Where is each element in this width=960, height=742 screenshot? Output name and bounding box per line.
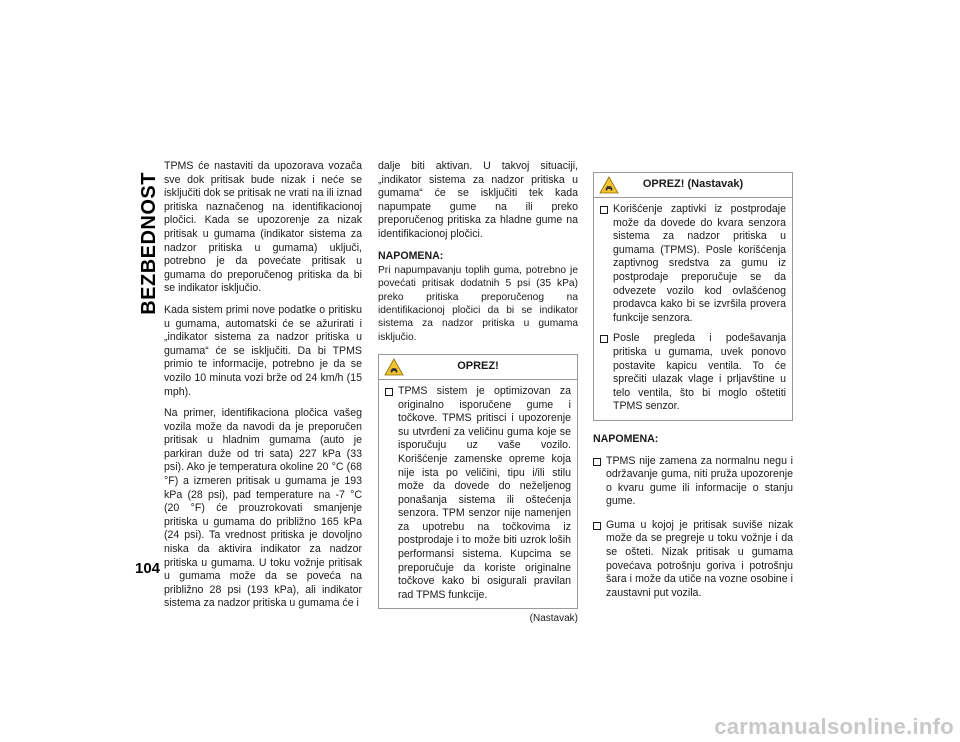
caution-body [379,380,577,609]
page-number: 104 [135,560,161,577]
list-item-text: TPMS sistem je optimizovan za originalno isporučene gume i točkove. TPMS pritisci i upozorenje su utvrđeni za veličinu guma koje se isporučuju uz vaše vozilo. Korišćenje zamenske opreme koja nije ista po veličini, tipu i/ili stilu može da dovede do neželjenog ponašanja sistema ili oštećenja senzora. TPM senzor nije namenjen za upotrebu na točkovima iz postprodaje i to može biti uzrok loših performansi sistema. Kupcima se preporučuje da koriste originalne točkove kako bi osigurali pravilan rad TPMS funkcije. [398,384,571,601]
list-item-text: Korišćenje zaptivki iz postprodaje može da dovede do kvara senzora sistema za nadzor pritiska u gumama (TPMS). Posle korišćenja zaptivnog sredstva za gumu iz postprodaje preporučuje se da odvezete vozilo kod ovlašćenog prodavca kako bi se izvršila provera funkcije senzora. [613,203,786,324]
square-bullet-icon [600,335,608,343]
list-item [593,519,793,601]
paragraph: TPMS će nastaviti da upozorava vozača sve dok pritisak bude nizak i neće se isključiti dok se pritisak ne vrati na ili iznad pritiska naznačenog na identifikacionoj pločici. Kada se upozorenje za nizak pritisak u gumama (indikator sistema za nadzor pritiska u gumama) uključi, potrebno je da povećate pritisak u gumama do preporučenog pritiska da bi se indikator isključio. [164,160,362,295]
column-2 [378,160,578,626]
warning-car-icon [384,358,404,376]
square-bullet-icon [593,522,601,530]
caution-header [379,355,577,380]
caution-box-continued [593,172,793,421]
paragraph: Na primer, identifikaciona pločica vašeg vozila može da navodi da je preporučen pritisak u hladnim gumama (auto je parkiran duže od tri sata) 227 kPa (33 psi). Ako je temperatura okoline 20 °C (68 °F) a izmeren pritisak u gumama je 193 kPa (28 psi), pad temperature na -7 °C (20 °F) će prouzrokovati smanjenje pritiska u gumama do približno 165 kPa (24 psi). Ta vrednost pritiska je dovoljno niska da aktivira indikator za nadzor pritiska u gumama. U toku vožnje pritisak u gumama može da se poveća na približno 28 psi (193 kPa), ali indikator sistema za nadzor pritiska u gumama će i [164,407,362,610]
list-item [385,385,571,603]
continued-label: (Nastavak) [529,613,578,625]
square-bullet-icon [385,388,393,396]
caution-title: OPREZ! (Nastavak) [642,178,744,191]
note-title: NAPOMENA: [593,432,659,445]
column-1 [164,160,362,619]
list-item [593,455,793,509]
caution-box [378,354,578,610]
list-item [600,332,786,414]
list-item [600,203,786,325]
paragraph: Kada sistem primi nove podatke o pritisku u gumama, automatski će se ažurirati i „indikator sistema za nadzor pritiska u gumama“ će se isključiti. Da bi TPMS primio te informacije, potrebno je da se vozilo 10 minuta vozi brže od 24 km/h (15 mph). [164,303,362,398]
list-item-text: TPMS nije zamena za normalnu negu i održavanje guma, niti pruža upozorenje o kvaru gume ili informacije o stanju gume. [606,454,793,508]
square-bullet-icon [593,458,601,466]
list-item-text: Guma u kojoj je pritisak suviše nizak može da se pregreje u toku vožnje i da se ošteti. Nizak pritisak u gumama povećava potrošnju goriva i potrošnju šara i može da utiče na vozne osobine i zaustavni put vozila. [606,518,793,599]
list-item-text: Posle pregleda i podešavanja pritiska u gumama, uvek ponovo postavite kapicu ventila. To će sprečiti ulazak vlage i prljavštine u telo ventila, što bi moglo oštetiti TPMS senzor. [613,332,786,413]
column-3 [593,172,793,600]
paragraph: dalje biti aktivan. U takvoj situaciji, „indikator sistema za nadzor pritiska u gumama“ će se isključiti tek kada napumpate gume na ili preko preporučenog pritiska za hladne gume na identifikacionoj pločici. [378,160,578,240]
caution-header [594,173,792,198]
caution-body [594,198,792,420]
caution-title: OPREZ! [457,360,499,373]
section-tab: BEZBEDNOST [138,172,160,315]
square-bullet-icon [600,206,608,214]
warning-car-icon [599,176,619,194]
note-text: Pri napumpavanju toplih guma, potrebno je povećati pritisak dodatnih 5 psi (35 kPa) preko pritiska preporučenog na identifikacionoj pločici da bi se indikator sistema za nadzor pritiska u gumama isključio. [378,265,578,343]
footer-watermark: carmanualsonline.info [714,714,954,739]
note-title: NAPOMENA: [378,249,444,262]
